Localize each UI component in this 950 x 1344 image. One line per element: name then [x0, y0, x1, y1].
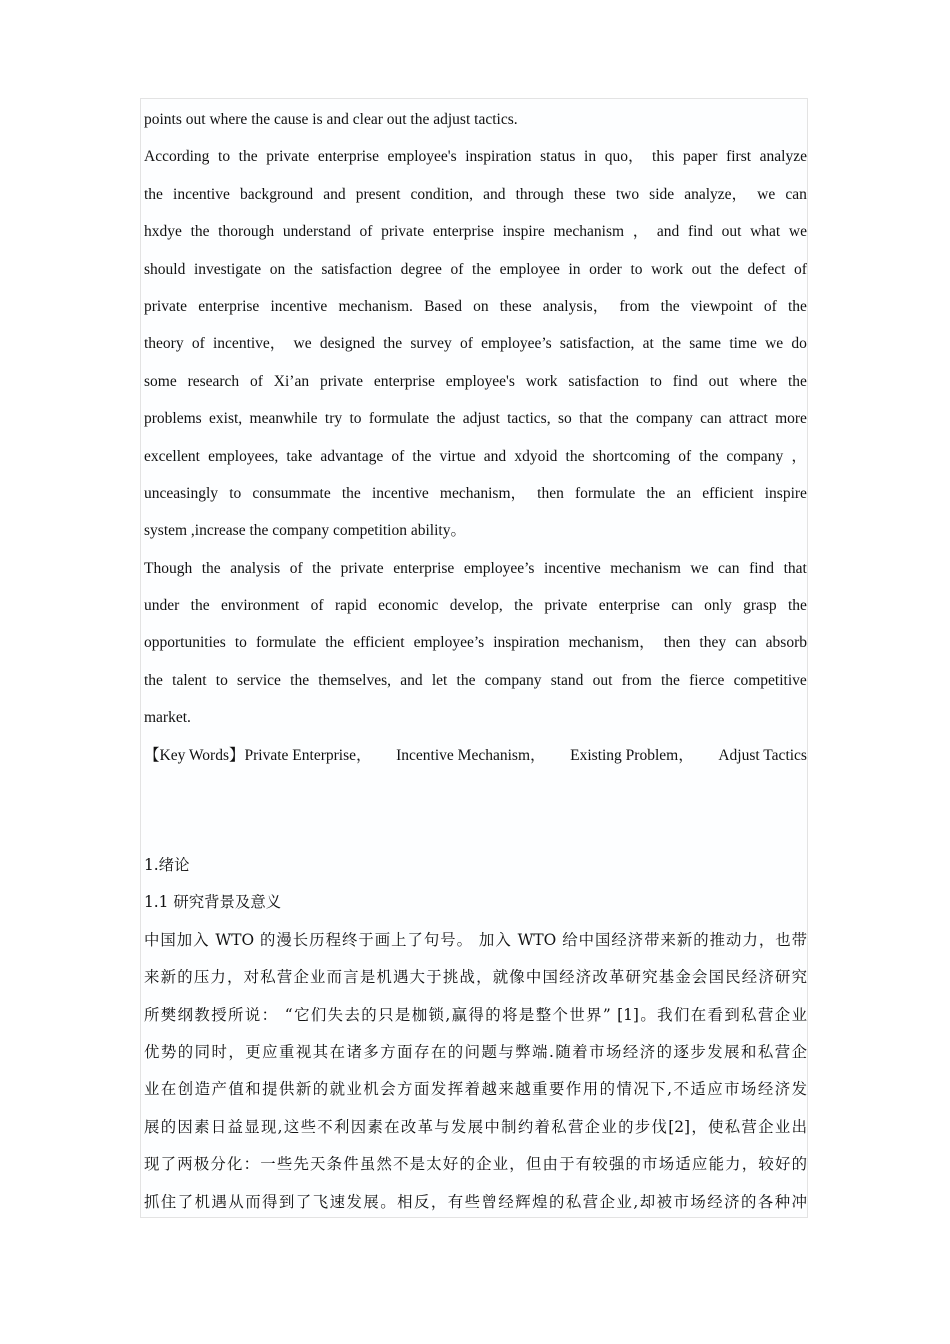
- text-line: opportunities to formulate the efficient employee’s inspiration mechanism， then they can absorb: [144, 634, 807, 652]
- keyword: Private Enterprise，: [244, 746, 372, 764]
- body-line: 所樊纲教授所说： “它们失去的只是枷锁,赢得的将是整个世界” [1]。我们在看到私营企业: [144, 1005, 807, 1024]
- keywords-line: [144, 737, 807, 774]
- keyword: Adjust Tactics: [718, 746, 807, 764]
- text-line: unceasingly to consummate the incentive mechanism， then formulate the an efficient inspire: [144, 484, 807, 502]
- body-line: 优势的同时，更应重视其在诸多方面存在的问题与弊端.随着市场经济的逐步发展和私营企: [144, 1042, 807, 1061]
- body-line: 中国加入 WTO 的漫长历程终于画上了句号。 加入 WTO 给中国经济带来新的推动力，也带: [144, 930, 807, 949]
- english-abstract: [144, 101, 807, 774]
- section-heading: 1.绪论: [144, 856, 190, 874]
- text-line: problems exist, meanwhile try to formulate the adjust tactics, so that the company can attract more: [144, 410, 807, 428]
- text-line: hxdye the thorough understand of private enterprise inspire mechanism ， and find out what we: [144, 223, 807, 241]
- subsection-heading: 1.1 研究背景及意义: [144, 893, 282, 912]
- chinese-section: [144, 847, 807, 1221]
- text-line: system ,increase the company competition ability。: [144, 522, 466, 540]
- text-line: theory of incentive， we designed the survey of employee’s satisfaction, at the same time we do: [144, 335, 807, 353]
- body-line: 抓住了机遇从而得到了飞速发展。相反，有些曾经辉煌的私营企业,却被市场经济的各种冲: [144, 1192, 807, 1211]
- body-line: 业在创造产值和提供新的就业机会方面发挥着越来越重要作用的情况下,不适应市场经济发: [144, 1080, 807, 1099]
- text-line: excellent employees, take advantage of the virtue and xdyoid the shortcoming of the company ，: [144, 447, 807, 465]
- body-line: 展的因素日益显现,这些不利因素在改革与发展中制约着私营企业的步伐[2]，使私营企业出: [144, 1117, 807, 1136]
- text-line: private enterprise incentive mechanism. Based on these analysis， from the viewpoint of the: [144, 297, 807, 315]
- text-line: According to the private enterprise employee's inspiration status in quo， this paper first analyze: [144, 148, 807, 166]
- text-line: the incentive background and present condition, and through these two side analyze， we can: [144, 185, 807, 203]
- text-line: the talent to service the themselves, and let the company stand out from the fierce competitive: [144, 671, 807, 689]
- keyword: Incentive Mechanism，: [396, 746, 546, 764]
- text-line: should investigate on the satisfaction degree of the employee in order to work out the defect of: [144, 260, 807, 278]
- body-line: 来新的压力，对私营企业而言是机遇大于挑战，就像中国经济改革研究基金会国民经济研究: [144, 968, 807, 987]
- text-line: under the environment of rapid economic develop, the private enterprise can only grasp the: [144, 597, 807, 615]
- text-line: some research of Xi’an private enterprise employee's work satisfaction to find out where the: [144, 372, 807, 390]
- keyword: Existing Problem，: [570, 746, 694, 764]
- text-line: points out where the cause is and clear out the adjust tactics.: [144, 111, 518, 128]
- body-line: 现了两极分化：一些先天条件虽然不是太好的企业，但由于有较强的市场适应能力，较好的: [144, 1155, 807, 1174]
- text-line: Though the analysis of the private enterprise employee’s incentive mechanism we can find that: [144, 559, 807, 577]
- text-line: market.: [144, 709, 191, 727]
- keywords-label: 【Key Words】: [144, 746, 245, 764]
